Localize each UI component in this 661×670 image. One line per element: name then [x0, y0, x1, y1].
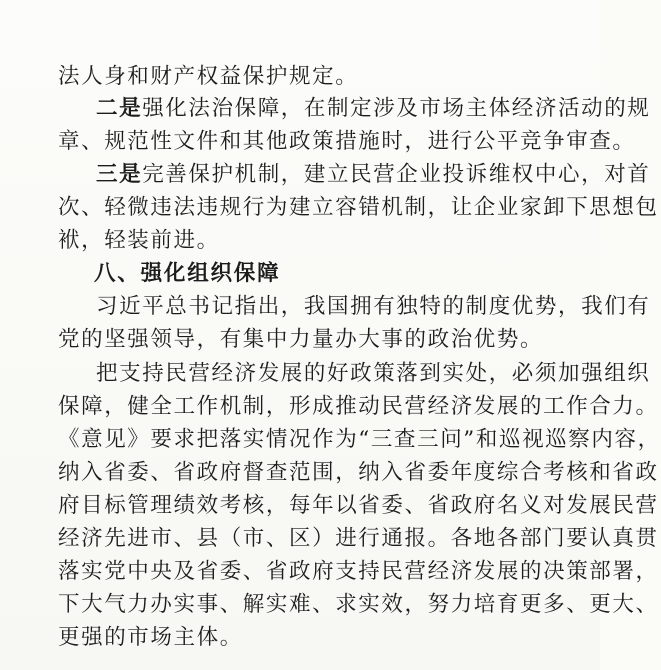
line-text: 把支持民营经济发展的好政策落到实处，必须加强组织: [96, 361, 651, 386]
line-text: 袱，轻装前进。: [58, 228, 220, 253]
text-line-18: [58, 621, 554, 655]
line-text: 习近平总书记指出，我国拥有独特的制度优势，我们有: [96, 294, 651, 319]
line-text: 府目标管理绩效考核，每年以省委、省政府名义对发展民营: [58, 493, 659, 518]
line-text: 党的坚强领导，有集中力量办大事的政治优势。: [58, 327, 544, 352]
text-line-15: [58, 522, 659, 556]
line-text: 完善保护机制，建立民营企业投诉维权中心，对首: [142, 162, 651, 187]
text-line-14: [58, 489, 659, 523]
text-line-12: [58, 423, 661, 457]
line-lead: 三是: [96, 162, 143, 187]
line-text: 保障，健全工作机制，形成推动民营经济发展的工作合力。: [58, 394, 659, 419]
text-line-5: [58, 191, 659, 225]
line-text: 法人身和财产权益保护规定。: [58, 64, 359, 89]
text-line-3: [58, 125, 636, 159]
line-text: 经济先进市、县（市、区）进行通报。各地各部门要认真贯: [58, 526, 659, 551]
line-text: 下大气力办实事、解实难、求实效，努力培育更多、更大、: [58, 592, 659, 617]
text-line-4: [96, 158, 651, 192]
line-text: 强化法治保障，在制定涉及市场主体经济活动的规: [142, 96, 651, 121]
line-text: 《意见》要求把落实情况作为“三查三问”和巡视巡察内容，: [58, 427, 661, 452]
heading-text: 八、强化组织保障: [94, 261, 281, 286]
text-line-16: [58, 555, 659, 589]
line-text: 落实党中央及省委、省政府支持民营经济发展的决策部署，: [58, 559, 659, 584]
text-line-10: [96, 357, 651, 391]
section-heading: [94, 257, 554, 291]
text-line-9: [58, 323, 554, 357]
text-line-13: [58, 456, 659, 490]
text-line-8: [96, 290, 651, 324]
text-line-17: [58, 588, 659, 622]
text-line-2: [96, 92, 651, 126]
text-line-11: [58, 390, 659, 424]
line-lead: 二是: [96, 96, 143, 121]
text-line-1: [58, 60, 554, 94]
line-text: 纳入省委、省政府督查范围，纳入省委年度综合考核和省政: [58, 460, 659, 485]
line-text: 章、规范性文件和其他政策措施时，进行公平竞争审查。: [58, 129, 636, 154]
text-line-6: [58, 224, 554, 258]
line-text: 更强的市场主体。: [58, 625, 243, 650]
line-text: 次、轻微违法违规行为建立容错机制，让企业家卸下思想包: [58, 195, 659, 220]
